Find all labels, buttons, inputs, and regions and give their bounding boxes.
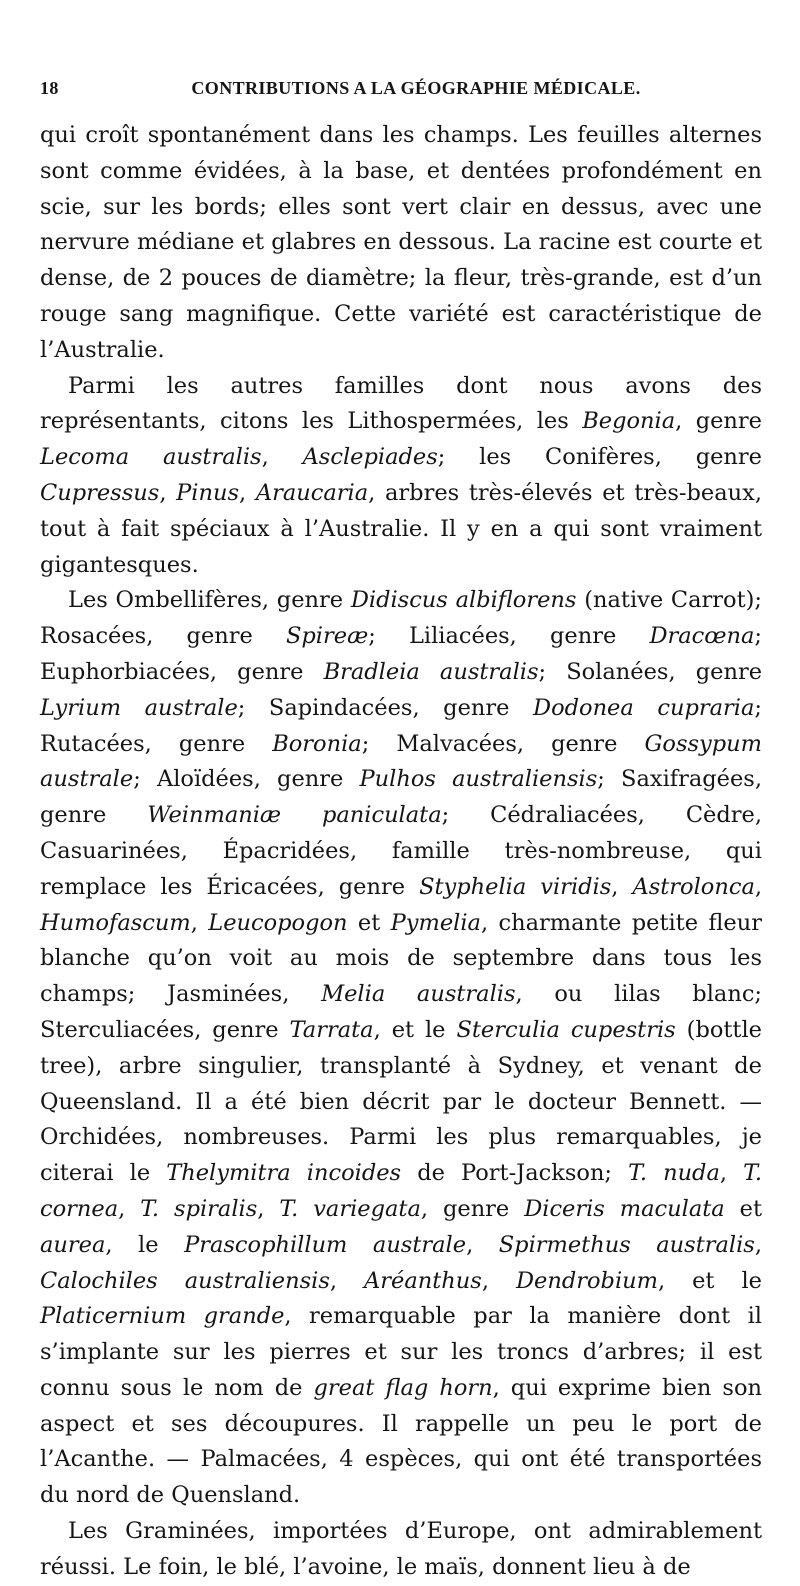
text-run: de Port-Jackson; (401, 1160, 629, 1187)
running-title: CONTRIBUTIONS A LA GÉOGRAPHIE MÉDICALE. (191, 78, 641, 98)
italic-term: T. nuda (628, 1160, 720, 1187)
text-run: , ou lilas blanc; Sterculiacées, genre (40, 981, 762, 1043)
text-run: ; Solanées, genre (538, 658, 763, 685)
italic-term: Cupressus (40, 479, 160, 506)
text-run: , et le (657, 1267, 762, 1294)
paragraph (40, 583, 762, 1514)
text-run: Les Ombellifères, genre (68, 587, 351, 614)
italic-term: aurea (40, 1231, 106, 1258)
italic-term: Pinus (176, 479, 240, 506)
text-run: , remarquable par la manière dont il s’implante sur les pierres et sur les troncs d’arbres; il est connu sous le nom de (40, 1303, 763, 1401)
italic-term: Diceris maculata (524, 1195, 725, 1222)
italic-term: Gossypum australe (40, 730, 762, 793)
text-run: (native Carrot); Rosacées, genre (40, 587, 762, 650)
italic-term: Humofascum (40, 909, 191, 936)
italic-term: great flag horn (313, 1374, 493, 1401)
italic-term: T. cornea (40, 1160, 762, 1222)
italic-term: Dodonea cupraria (533, 694, 755, 721)
italic-term: Lyrium australe (40, 694, 238, 721)
text-run: ; Saxifragées, genre (40, 766, 762, 829)
text-run: (bottle tree), arbre singulier, transplanté à Sydney, et venant de Queensland. Il a été bien décrit par le docteur Bennett. — Orchidées, nombreuses. Parmi les plus remarquables, je citerai le (40, 1016, 762, 1187)
text-run: , (118, 1195, 141, 1222)
italic-term: T. spiralis (140, 1195, 258, 1222)
text-run: , (481, 1267, 516, 1294)
text-run: ; Rutacées, genre (40, 694, 762, 757)
text-run: ; Sapindacées, genre (237, 694, 534, 721)
text-run: , (159, 479, 177, 506)
italic-term: Weinmaniæ paniculata (147, 802, 442, 829)
text-run: ; Aloïdées, genre (133, 766, 360, 793)
text-run: ; Malvacées, genre (361, 730, 645, 757)
italic-term: Araucaria (255, 479, 369, 506)
italic-term: Dracœna (649, 623, 755, 650)
text-run: , genre (420, 1195, 525, 1222)
italic-term: Calochiles australiensis (40, 1267, 330, 1294)
italic-term: Pulhos australiensis (359, 766, 598, 793)
italic-term: Thelymitra incoides (166, 1160, 402, 1187)
italic-term: Spireæ (285, 623, 369, 650)
text-run: , arbres très-élevés et très-beaux, tout à fait spéciaux à l’Australie. Il y en a qui sont vraiment gigantesques. (40, 479, 762, 578)
text-run: , (754, 873, 763, 900)
italic-term: Astrolonca (632, 873, 755, 900)
paragraph (40, 369, 762, 584)
text-run: , (754, 1231, 763, 1258)
italic-term: Sterculia cupestris (456, 1016, 676, 1043)
text-run: , (190, 909, 209, 936)
italic-term: Begonia (582, 408, 676, 435)
text-run: , (611, 873, 633, 900)
paragraph (40, 118, 762, 369)
italic-term: Dendrobium (515, 1267, 658, 1294)
text-run: , (329, 1267, 365, 1294)
text-run: , (257, 1195, 280, 1222)
text-run: et (724, 1195, 763, 1222)
italic-term: Spirmethus australis (498, 1231, 755, 1258)
text-run: ; Cédraliacées, Cèdre, Casuarinées, Épacridées, famille très-nombreuse, qui remplace les Éricacées, genre (40, 802, 762, 900)
text-run: ; les Conifères, genre (437, 444, 762, 471)
text-run: et (347, 909, 391, 936)
italic-term: Leucopogon (208, 909, 348, 936)
italic-term: Pymelia (390, 909, 481, 936)
text-run: ; Euphorbiacées, genre (40, 623, 762, 685)
text-run: , (466, 1231, 499, 1258)
body-text (40, 118, 762, 1586)
text-run: , charmante petite fleur blanche qu’on voit au mois de septembre dans tous les champs; Jasminées, (40, 909, 762, 1008)
text-run: , qui exprime bien son aspect et ses découpures. Il rappelle un peu le port de l’Acanthe. — Palmacées, 4 espèces, qui ont été transportées du nord de Quensland. (40, 1374, 762, 1509)
paragraph (40, 1514, 762, 1586)
text-run: , (719, 1160, 744, 1187)
italic-term: Aréanthus (364, 1267, 482, 1294)
italic-term: Bradleia australis (323, 658, 539, 685)
italic-term: Melia australis (321, 981, 516, 1008)
italic-term: T. variegata (279, 1195, 421, 1222)
italic-term: Styphelia viridis (419, 873, 612, 900)
text-run: Parmi les autres familles dont nous avons des représentants, citons les Lithospermées, les (40, 372, 762, 435)
text-run: Les Graminées, importées d’Europe, ont admirablement réussi. Le foin, le blé, l’avoine, le maïs, donnent lieu à de (40, 1518, 762, 1580)
text-run: qui croît spontanément dans les champs. Les feuilles alternes sont comme évidées, à la base, et dentées profondément en scie, sur les bords; elles sont vert clair en dessus, avec une nervure médiane et glabres en dessous. La racine est courte et dense, de 2 pouces de diamètre; la fleur, très-grande, est d’un rouge sang magnifique. Cette variété est caractéristique de l’Australie. (40, 122, 762, 363)
italic-term: Lecoma australis (40, 444, 262, 471)
text-run: , le (105, 1231, 185, 1258)
page-number: 18 (40, 78, 59, 98)
text-run: ; Liliacées, genre (368, 623, 650, 650)
italic-term: Boronia (272, 730, 362, 757)
italic-term: Platicernium grande (40, 1303, 285, 1330)
italic-term: Didiscus albiflorens (350, 587, 577, 614)
text-run: , (239, 479, 256, 506)
text-run: , (261, 444, 303, 471)
italic-term: Tarrata (289, 1016, 374, 1043)
text-run: , et le (373, 1016, 457, 1043)
italic-term: Prascophillum australe (184, 1231, 467, 1258)
running-head (40, 78, 762, 108)
text-run: , genre (675, 408, 762, 435)
italic-term: Asclepiades (302, 444, 438, 471)
